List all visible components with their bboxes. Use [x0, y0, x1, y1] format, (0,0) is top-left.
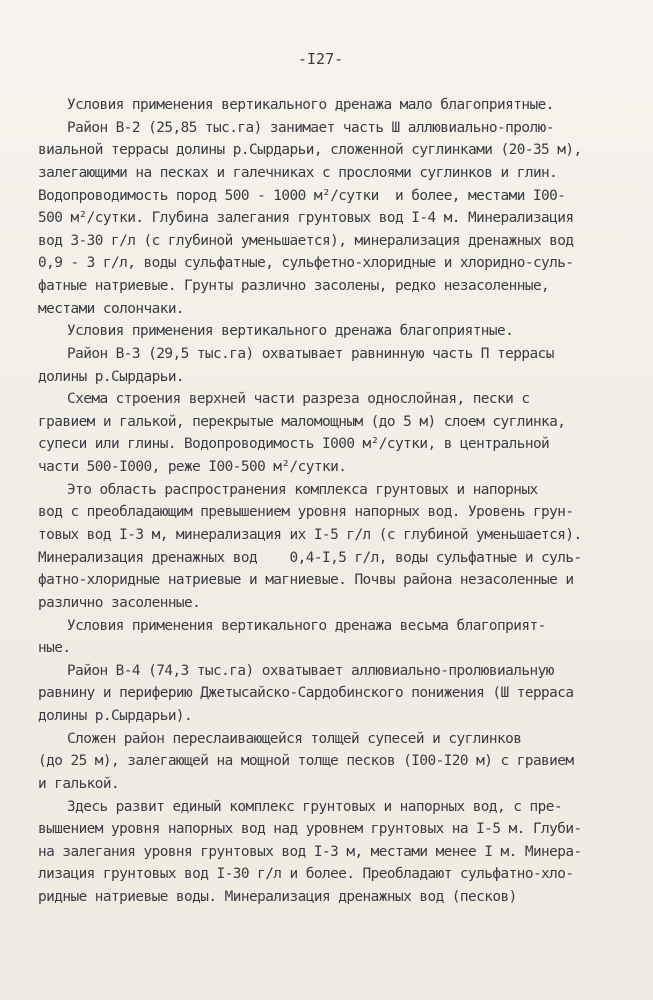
text-line: и галькой. — [38, 775, 120, 792]
text-line: Условия применения вертикального дренажа благоприятные. — [67, 323, 514, 340]
text-line: Это область распространения комплекса грунтовых и напорных — [67, 481, 538, 498]
text-line: фатно-хлоридные натриевые и магниевые. Почвы района незасоленные и — [38, 572, 574, 589]
text-line: части 500-I000, реже I00-500 м²/сутки. — [38, 459, 347, 476]
text-line: долины р.Сырдарьи. — [38, 368, 185, 385]
text-line: ные. — [38, 640, 71, 657]
text-line: Минерализация дренажных вод 0,4-I,5 г/л, воды сульфатные и суль- — [38, 549, 582, 566]
text-line: (до 25 м), залегающей на мощной толще песков (I00-I20 м) с гравием — [38, 753, 574, 770]
text-line: на залегания уровня грунтовых вод I-3 м, местами менее I м. Минера- — [38, 843, 582, 860]
text-line: лизация грунтовых вод I-30 г/л и более. Преобладают сульфатно-хло- — [38, 866, 574, 883]
text-line: товых вод I-3 м, минерализация их I-5 г/л (с глубиной уменьшается). — [38, 526, 582, 543]
text-line: Район В-2 (25,85 тыс.га) занимает часть Ш аллювиально-пролю- — [67, 119, 554, 136]
text-line: Район В-4 (74,3 тыс.га) охватывает аллювиально-пролювиальную — [67, 662, 554, 679]
text-line: вышением уровня напорных вод над уровнем грунтовых на I-5 м. Глуби- — [38, 821, 582, 838]
text-line: Сложен район переслаивающейся толщей супесей и суглинков — [67, 730, 522, 747]
text-line: вод 3-30 г/л (с глубиной уменьшается), минерализация дренажных вод — [38, 232, 574, 249]
text-line: вод с преобладающим превышением уровня напорных вод. Уровень грун- — [38, 504, 574, 521]
text-line: 0,9 - 3 г/л, воды сульфатные, сульфетно-хлоридные и хлоридно-суль- — [38, 255, 574, 272]
text-line: супеси или глины. Водопроводимость I000 м²/сутки, в центральной — [38, 436, 550, 453]
text-line: виальной террасы долины р.Сырдарьи, сложенной суглинками (20-35 м), — [38, 142, 582, 159]
text-line: местами солончаки. — [38, 300, 185, 317]
text-line: залегающими на песках и галечниках с прослоями суглинков и глин. — [38, 164, 558, 181]
text-line: Условия применения вертикального дренажа мало благоприятные. — [67, 97, 554, 113]
text-line: долины р.Сырдарьи). — [38, 708, 193, 724]
text-line: Водопроводимость пород 500 - 1000 м²/сутки и более, местами I00- — [38, 187, 566, 204]
text-line: Схема строения верхней части разреза однослойная, пески с — [67, 391, 530, 408]
text-line: равнину и периферию Джетысайско-Сардобинского понижения (Ш терраса — [38, 685, 574, 702]
text-line: фатные натриевые. Грунты различно засолены, редко незасоленные, — [38, 278, 550, 294]
text-line: Район В-3 (29,5 тыс.га) охватывает равнинную часть П террасы — [67, 345, 554, 362]
text-line: Здесь развит единый комплекс грунтовых и напорных вод, с пре- — [67, 798, 562, 815]
text-line: гравием и галькой, перекрытые маломощным (до 5 м) слоем суглинка, — [38, 413, 566, 430]
page-number: -I27- — [298, 50, 344, 68]
text-line: 500 м²/сутки. Глубина залегания грунтовых вод I-4 м. Минерализация — [38, 210, 574, 227]
text-line: ридные натриевые воды. Минерализация дренажных вод (песков) — [38, 889, 517, 905]
text-line: Условия применения вертикального дренажа весьма благоприят- — [67, 617, 546, 634]
text-line: различно засоленные. — [38, 594, 201, 611]
